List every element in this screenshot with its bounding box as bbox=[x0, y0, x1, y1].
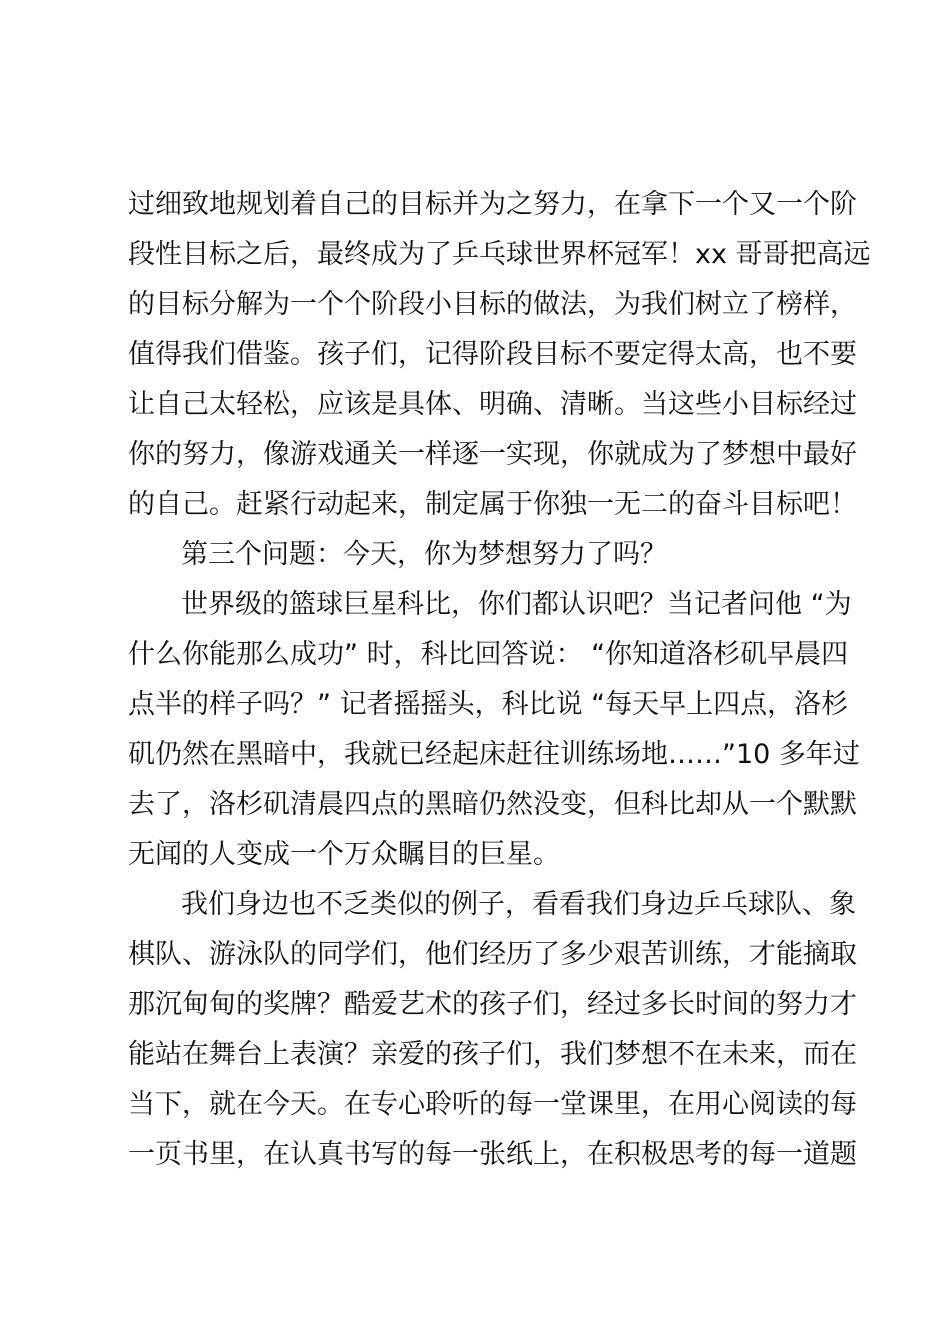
paragraph-line: 的自己。赶紧行动起来，制定属于你独一无二的奋斗目标吧！ bbox=[128, 489, 857, 520]
paragraph-line: 我们身边也不乏类似的例子，看看我们身边乒乓球队、象 bbox=[181, 889, 856, 920]
paragraph-line: 那沉甸甸的奖牌？酷爱艺术的孩子们，经过多长时间的努力才 bbox=[128, 989, 857, 1020]
paragraph-line: 一页书里，在认真书写的每一张纸上，在积极思考的每一道题 bbox=[128, 1139, 857, 1170]
paragraph-line: 能站在舞台上表演？亲爱的孩子们，我们梦想不在未来，而在 bbox=[128, 1039, 857, 1070]
paragraph-line: 段性目标之后，最终成为了乒乓球世界杯冠军！xx 哥哥把高远 bbox=[128, 239, 871, 270]
section-question-heading: 第三个问题：今天，你为梦想努力了吗？ bbox=[181, 539, 667, 570]
paragraph-line: 棋队、游泳队的同学们，他们经历了多少艰苦训练，才能摘取 bbox=[128, 939, 857, 970]
paragraph-line: 值得我们借鉴。孩子们，记得阶段目标不要定得太高，也不要 bbox=[128, 339, 857, 370]
paragraph-line: 的目标分解为一个个阶段小目标的做法，为我们树立了榜样， bbox=[128, 289, 857, 320]
paragraph-line: 当下，就在今天。在专心聆听的每一堂课里，在用心阅读的每 bbox=[128, 1089, 857, 1120]
paragraph-line: 让自己太轻松，应该是具体、明确、清晰。当这些小目标经过 bbox=[128, 389, 857, 420]
paragraph-line: 什么你能那么成功” 时，科比回答说： “你知道洛杉矶早晨四 bbox=[128, 639, 849, 670]
paragraph-line: 你的努力，像游戏通关一样逐一实现，你就成为了梦想中最好 bbox=[128, 439, 857, 470]
paragraph-line: 矶仍然在黑暗中，我就已经起床赶往训练场地……”10 多年过 bbox=[128, 739, 860, 770]
paragraph-line: 点半的样子吗？” 记者摇摇头，科比说 “每天早上四点，洛杉 bbox=[128, 689, 849, 720]
paragraph-line: 过细致地规划着自己的目标并为之努力，在拿下一个又一个阶 bbox=[128, 189, 857, 220]
body-text bbox=[128, 180, 871, 1180]
paragraph-line: 无闻的人变成一个万众瞩目的巨星。 bbox=[128, 839, 560, 870]
paragraph-line: 世界级的篮球巨星科比，你们都认识吧？当记者问他 “为 bbox=[181, 589, 852, 620]
paragraph-line: 去了，洛杉矶清晨四点的黑暗仍然没变，但科比却从一个默默 bbox=[128, 789, 857, 820]
